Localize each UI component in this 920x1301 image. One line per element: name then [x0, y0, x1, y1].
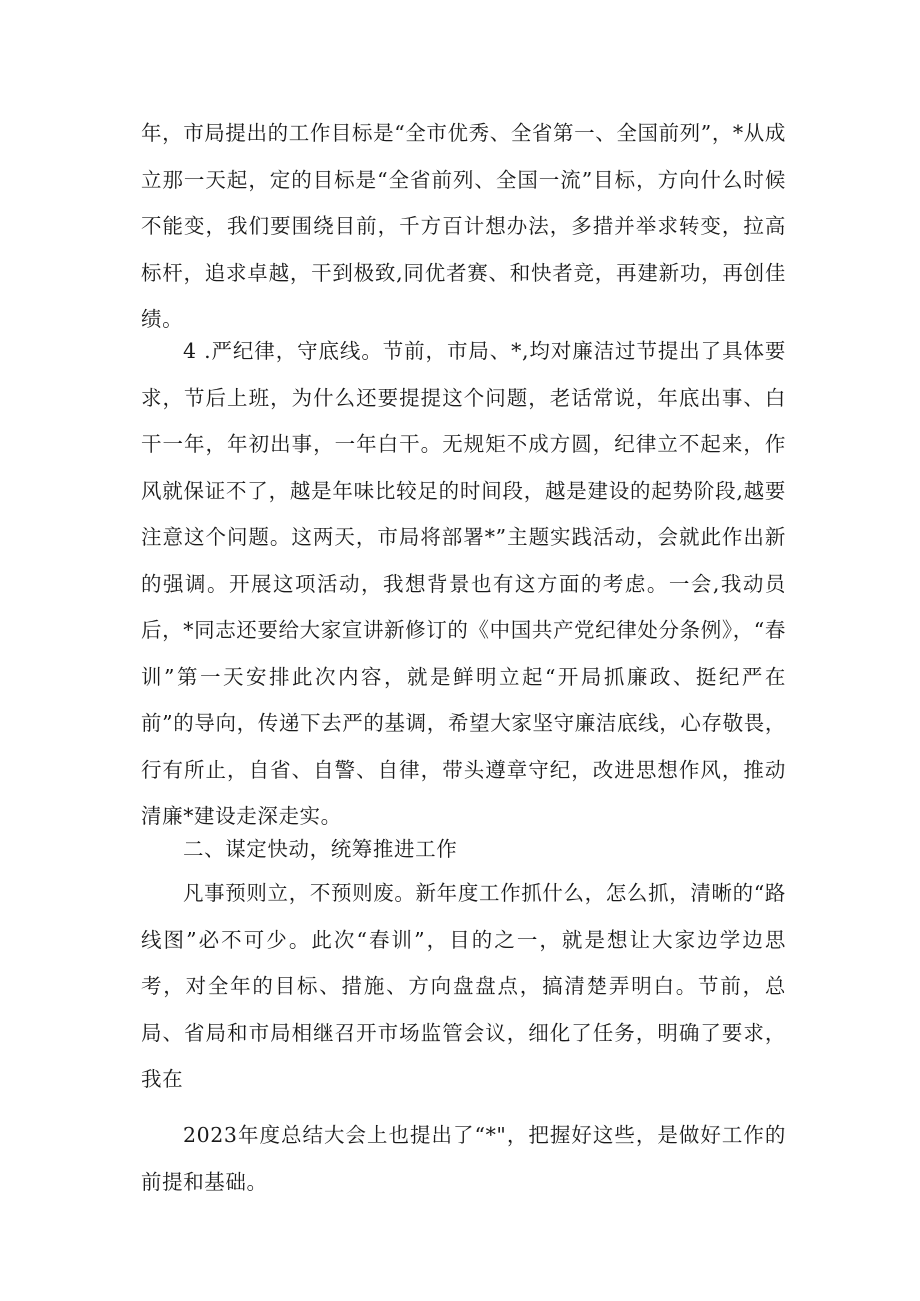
paragraph-annual-meeting: 2023年度总结大会上也提出了“*"，把握好这些，是做好工作的前提和基础。: [141, 1123, 786, 1194]
paragraph-discipline: 4 .严纪律，守底线。节前，市局、*,均对廉洁过节提出了具体要求，节后上班，为什么还要提提这个问题，老话常说，年底出事、白干一年，年初出事，一年白干。无规矩不成方圆，纪律立不起来，作风就保证不了，越是年味比较足的时间段，越是建设的起势阶段,越要注意这个问题。这两天，市局将部署*”主题实践活动，会就此作出新的强调。开展这项活动，我想背景也有这方面的考虑。一会,我动员后，*同志还要给大家宣讲新修订的《中国共产党纪律处分条例》，“春训”第一天安排此次内容，就是鲜明立起“开局抓廉政、挺纪严在前”的导向，传递下去严的基调，希望大家坚守廉洁底线，心存敬畏，行有所止，自省、自警、自律，带头遵章守纪，改进思想作风，推动清廉*建设走深走实。: [141, 339, 786, 828]
paragraph-planning: 凡事预则立，不预则废。新年度工作抓什么，怎么抓，清晰的“路线图”必不可少。此次“春训”，目的之一，就是想让大家边学边思考，对全年的目标、措施、方向盘盘点，搞清楚弄明白。节前，总局、省局和市局相继召开市场监管会议，细化了任务，明确了要求，我在: [141, 881, 786, 1091]
section-heading: 二、谋定快动，统筹推进工作: [183, 837, 458, 861]
paragraph-goals: 年，市局提出的工作目标是“全市优秀、全省第一、全国前列”，*从成立那一天起，定的目标是“全省前列、全国一流”目标，方向什么时候不能变，我们要围绕目前，千方百计想办法，多措并举求转变，拉高标杆，追求卓越，干到极致,同优者赛、和快者竞，再建新功，再创佳绩。: [141, 121, 786, 331]
